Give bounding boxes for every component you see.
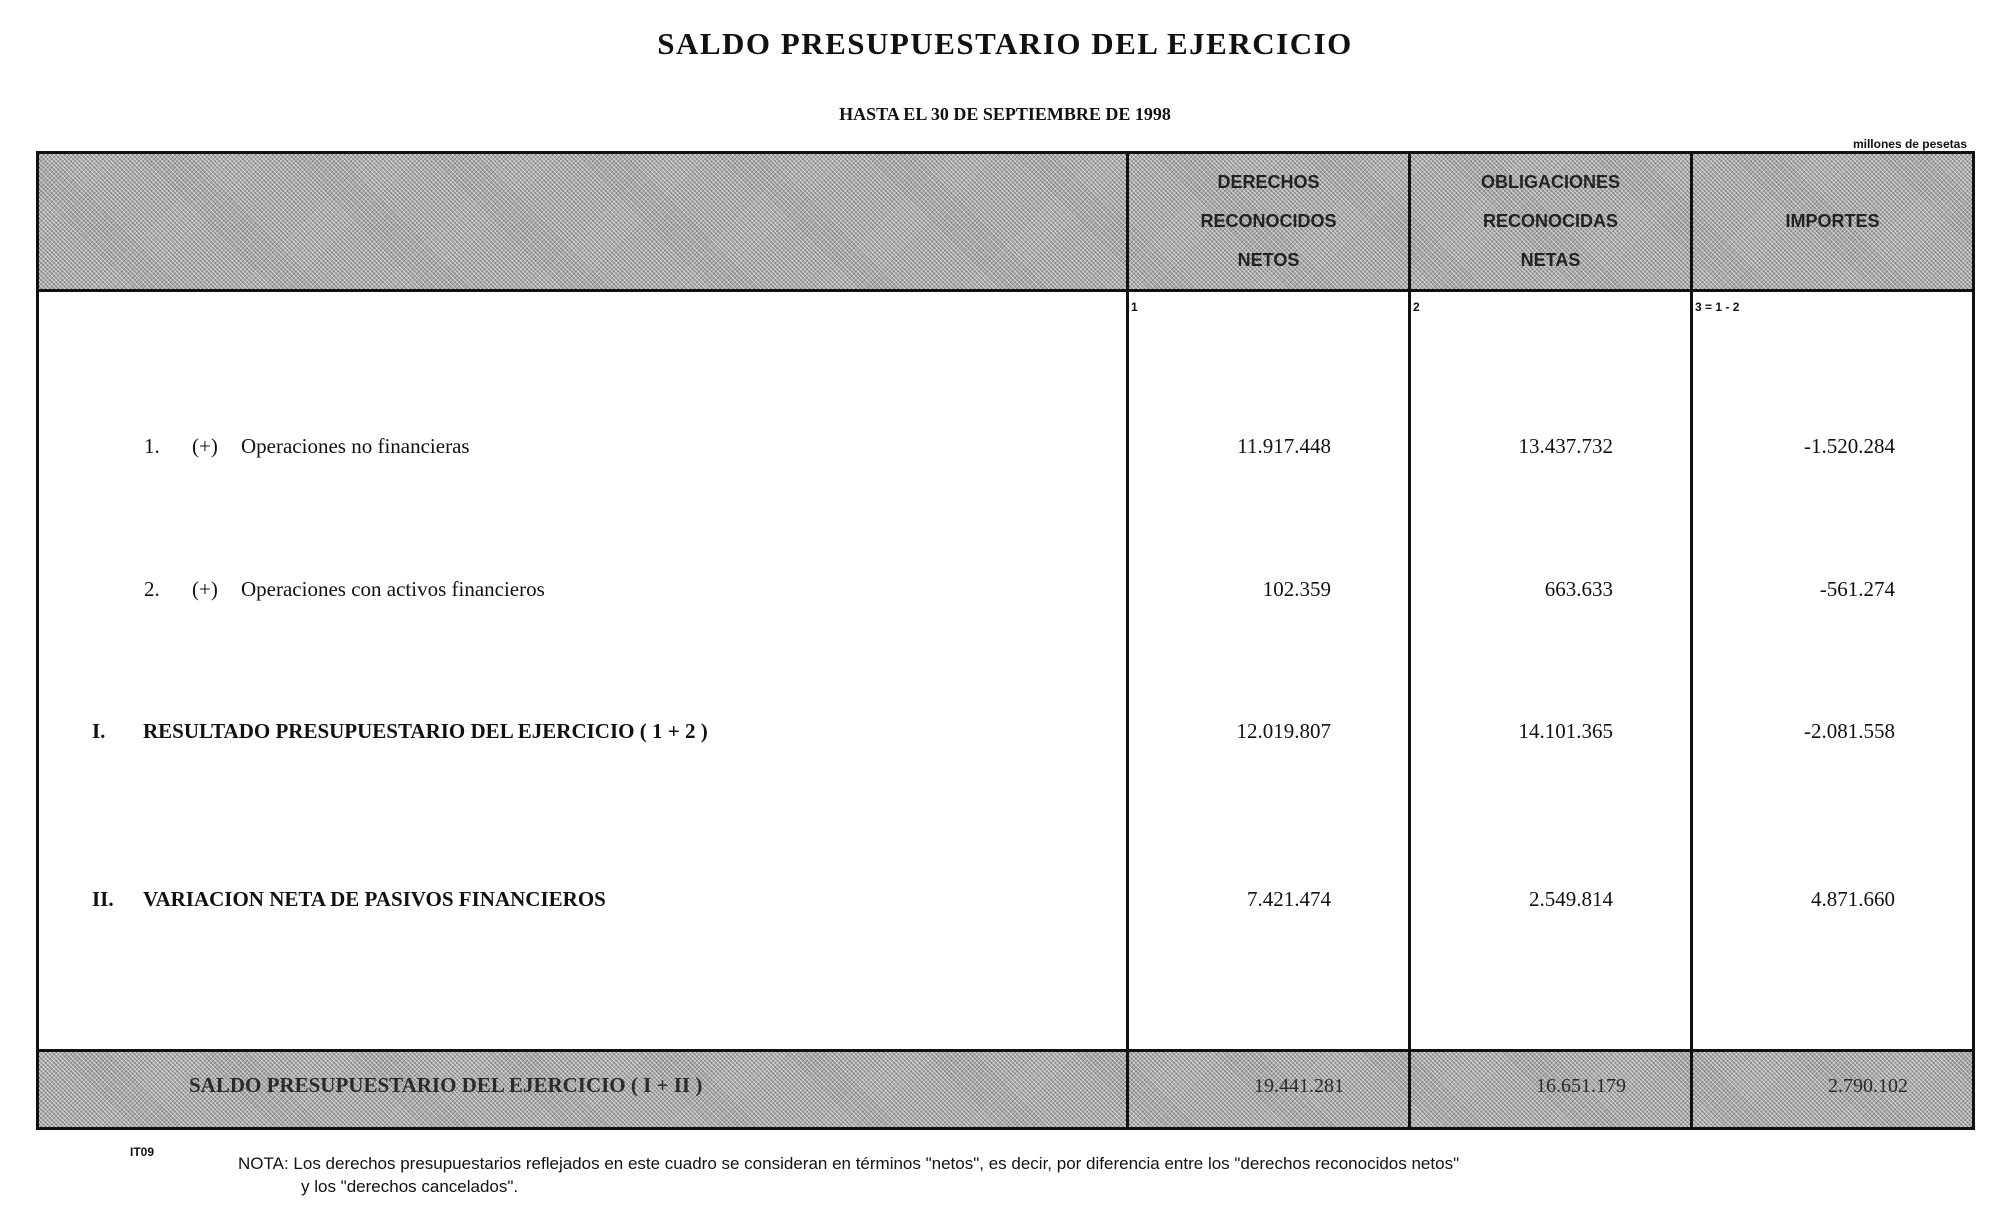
budget-table [36, 151, 1975, 1130]
row-sign: (+) [192, 577, 218, 601]
column-header-importes: IMPORTES [1785, 211, 1880, 231]
row-value-importes: 4.871.660 [1811, 887, 1895, 911]
row-value-obligaciones: 2.549.814 [1529, 887, 1613, 911]
row-label: VARIACION NETA DE PASIVOS FINANCIEROS [143, 887, 606, 911]
document-code: IT09 [130, 1145, 155, 1159]
total-label: SALDO PRESUPUESTARIO DEL EJERCICIO ( I + II ) [189, 1073, 703, 1097]
row-number: 1. [144, 434, 160, 458]
column-header-derechos: DERECHOS RECONOCIDOS NETOS [1200, 172, 1337, 270]
row-value-obligaciones: 663.633 [1544, 577, 1613, 601]
row-value-derechos: 7.421.474 [1247, 887, 1331, 911]
row-value-importes: -1.520.284 [1804, 434, 1895, 458]
row-label: Operaciones con activos financieros [241, 577, 545, 601]
column-divider [1690, 154, 1693, 1127]
total-value-importes: 2.790.102 [1828, 1075, 1908, 1097]
row-value-obligaciones: 13.437.732 [1518, 434, 1613, 458]
footnote [238, 1152, 1459, 1198]
row-value-derechos: 102.359 [1262, 577, 1331, 601]
footnote-line-1: NOTA: Los derechos presupuestarios reflejados en este cuadro se consideran en términos "netos", es decir, por diferencia entre los "derechos reconocidos netos" [238, 1154, 1460, 1173]
table-row [39, 434, 1972, 464]
row-value-derechos: 11.917.448 [1237, 434, 1331, 458]
table-row [39, 887, 1972, 917]
row-value-importes: -2.081.558 [1804, 719, 1895, 743]
page-subtitle: HASTA EL 30 DE SEPTIEMBRE DE 1998 [839, 104, 1171, 124]
row-number: 2. [144, 577, 160, 601]
row-value-importes: -561.274 [1819, 577, 1895, 601]
column-divider [1408, 154, 1411, 1127]
row-sign: (+) [192, 434, 218, 458]
row-number: I. [92, 719, 106, 743]
footnote-line-2: y los "derechos cancelados". [301, 1177, 519, 1196]
column-number: 2 [1413, 300, 1420, 314]
column-header-obligaciones: OBLIGACIONES RECONOCIDAS NETAS [1480, 172, 1620, 270]
column-number: 3 = 1 - 2 [1695, 300, 1740, 314]
row-value-derechos: 12.019.807 [1236, 719, 1331, 743]
table-total-band [39, 1049, 1972, 1127]
table-row [39, 719, 1972, 749]
units-label: millones de pesetas [1852, 137, 1967, 151]
row-number: II. [92, 887, 114, 911]
total-value-obligaciones: 16.651.179 [1536, 1075, 1626, 1097]
table-row [39, 577, 1972, 607]
page-title: SALDO PRESUPUESTARIO DEL EJERCICIO [657, 26, 1353, 61]
total-value-derechos: 19.441.281 [1254, 1075, 1344, 1097]
row-label: RESULTADO PRESUPUESTARIO DEL EJERCICIO ( 1 + 2 ) [143, 719, 708, 743]
row-label: Operaciones no financieras [241, 434, 470, 458]
row-value-obligaciones: 14.101.365 [1518, 719, 1613, 743]
column-divider [1126, 154, 1129, 1127]
column-number: 1 [1131, 300, 1138, 314]
